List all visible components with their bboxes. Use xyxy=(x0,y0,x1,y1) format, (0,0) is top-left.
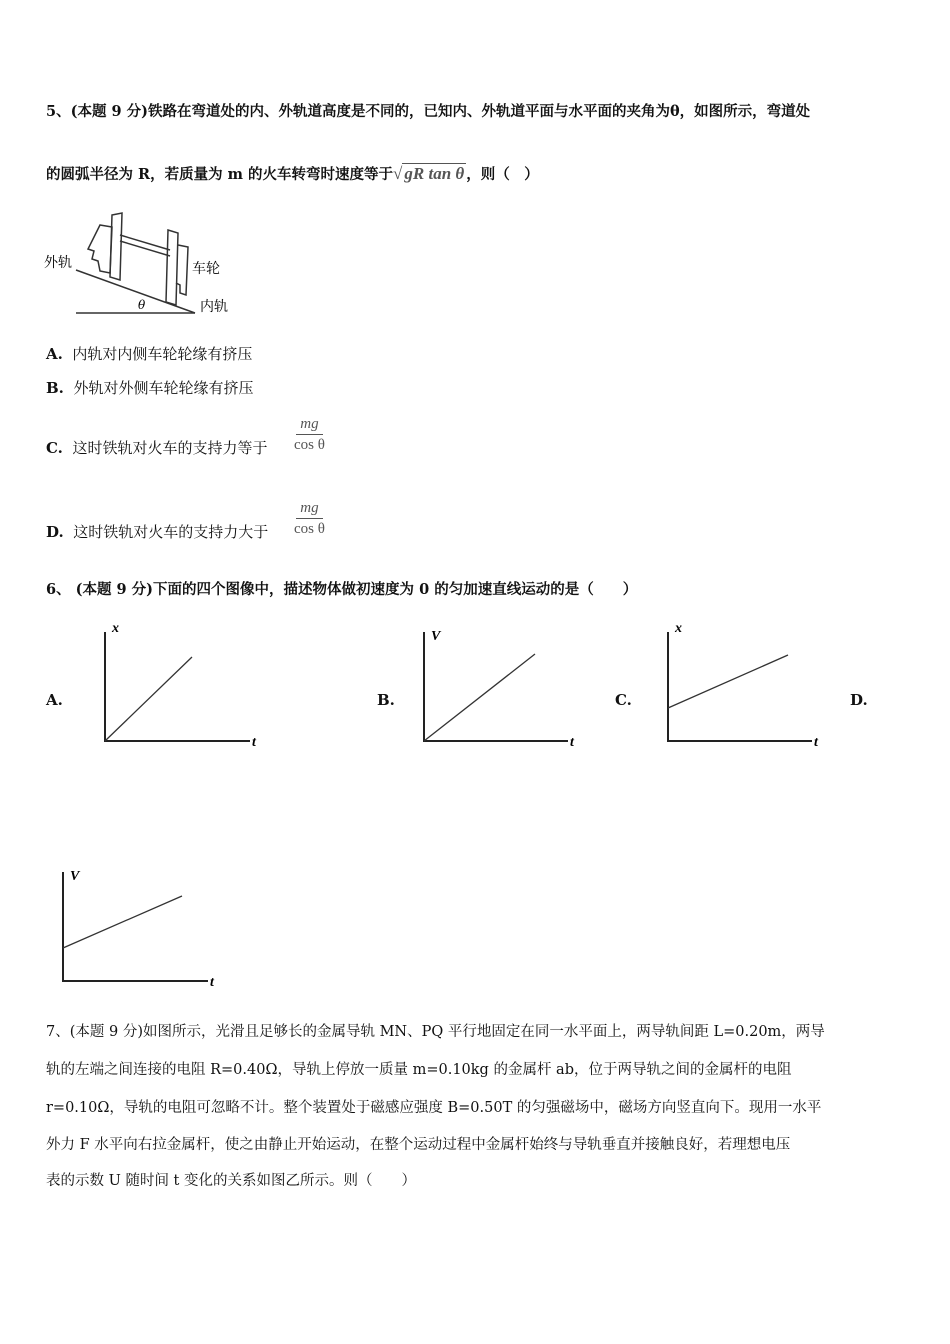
formula-text: gR tan θ xyxy=(404,164,465,183)
option-letter: D. xyxy=(46,523,64,541)
graph-b-y-label: V xyxy=(431,629,441,644)
graph-c-line xyxy=(668,655,788,708)
graph-c-axes xyxy=(668,632,812,741)
option-text: 外轨对外侧车轮轮缘有挤压 xyxy=(73,379,254,397)
sqrt-formula: √ gR tan θ xyxy=(393,164,465,183)
q7-line5: 表的示数 U 随时间 t 变化的关系如图乙所示。则（ ） xyxy=(46,1173,416,1189)
graph-a-x-label: t xyxy=(252,735,256,750)
graph-b-x-label: t xyxy=(570,735,574,750)
numerator: mg xyxy=(296,414,322,435)
q6-stem: 6、 (本题 9 分)下面的四个图像中，描述物体做初速度为 0 的匀加速直线运动的是（ ） xyxy=(46,581,638,598)
option-text: 这时铁轨对火车的支持力等于 xyxy=(72,439,268,457)
denominator: cos θ xyxy=(294,521,325,537)
option-letter: C. xyxy=(46,439,63,457)
angle-label: θ xyxy=(138,298,146,312)
graph-a-line xyxy=(105,657,192,741)
graph-b-letter[interactable]: B. xyxy=(377,691,395,709)
graph-a-y-label: x xyxy=(112,621,119,636)
q7-line2: 轨的左端之间连接的电阻 R=0.40Ω，导轨上停放一质量 m=0.10kg 的金属杆 ab，位于两导轨之间的金属杆的电阻 xyxy=(46,1062,792,1078)
graph-c-x-label: t xyxy=(814,735,818,750)
wheel-label: 车轮 xyxy=(192,261,220,277)
graph-d-axes xyxy=(63,872,208,981)
graph-d-x-label: t xyxy=(210,975,214,990)
q7-line3: r=0.10Ω，导轨的电阻可忽略不计。整个装置处于磁感应强度 B=0.50T 的匀强磁场中，磁场方向竖直向下。现用一水平 xyxy=(46,1100,822,1116)
option-letter: A. xyxy=(46,345,63,363)
numerator: mg xyxy=(296,498,322,519)
q5-stem-end: ，则（ ） xyxy=(466,166,539,183)
q5-stem-line1: 5、(本题 9 分)铁路在弯道处的内、外轨道高度是不同的，已知内、外轨道平面与水平面的夹角为θ，如图所示，弯道处 xyxy=(46,103,811,120)
option-text: 内轨对内侧车轮轮缘有挤压 xyxy=(72,345,253,363)
denominator: cos θ xyxy=(294,437,325,453)
graph-a-axes xyxy=(105,632,250,741)
graph-a-letter[interactable]: A. xyxy=(46,691,63,709)
graph-c-y-label: x xyxy=(675,621,682,636)
graph-d-line xyxy=(63,896,182,948)
graph-b-line xyxy=(424,654,535,741)
outer-rail-label: 外轨 xyxy=(44,255,72,271)
option-text: 这时铁轨对火车的支持力大于 xyxy=(73,523,269,541)
q5-stem-text: 的圆弧半径为 R，若质量为 m 的火车转弯时速度等于 xyxy=(46,166,394,183)
q7-line1: 7、(本题 9 分)如图所示，光滑且足够长的金属导轨 MN、PQ 平行地固定在同一水平面上，两导轨间距 L=0.20m，两导 xyxy=(46,1024,825,1040)
graph-d-y-label: V xyxy=(70,869,80,884)
q7-line4: 外力 F 水平向右拉金属杆，使之由静止开始运动，在整个运动过程中金属杆始终与导轨垂直并接触良好，若理想电压 xyxy=(46,1137,791,1153)
option-letter: B. xyxy=(46,379,64,397)
inner-rail-label: 内轨 xyxy=(200,299,228,315)
graph-c-letter[interactable]: C. xyxy=(615,691,632,709)
graph-d-letter[interactable]: D. xyxy=(850,691,868,709)
